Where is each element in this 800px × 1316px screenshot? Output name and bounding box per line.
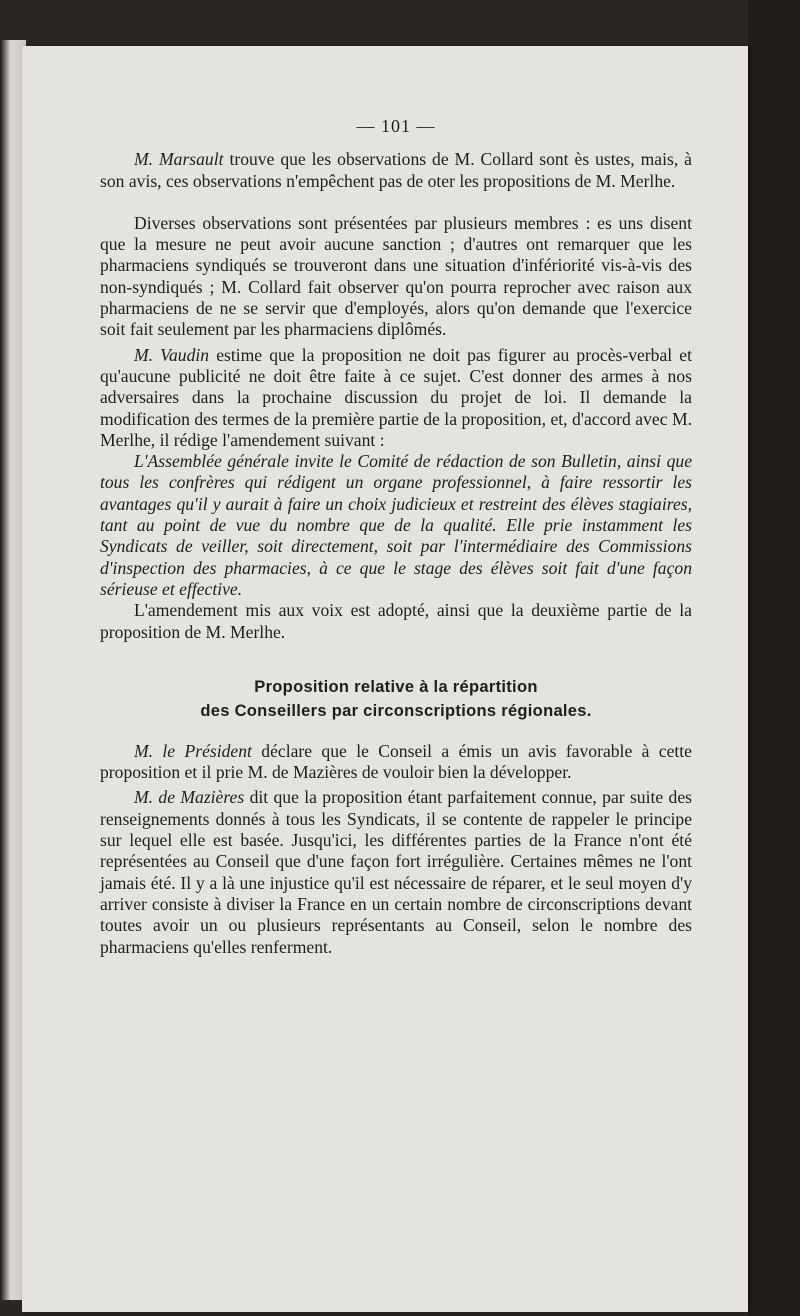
speaker-name: M. Vaudin (134, 344, 210, 365)
scan-background (748, 0, 800, 1316)
paragraph-text: déclare que le Conseil a émis un avis favorable à cette proposition et il prie M. de Mazières de vouloir bien la développer. (100, 740, 692, 783)
paragraph-observations (100, 213, 692, 341)
speaker-name: M. de Mazières (134, 787, 245, 808)
speaker-name: M. le Président (134, 740, 252, 761)
paragraph-president (100, 741, 692, 784)
page-content (100, 116, 692, 958)
speaker-name: M. Marsault (134, 149, 224, 170)
paragraph-marsault (100, 149, 692, 192)
paragraph-vaudin (100, 345, 692, 451)
paragraph-text: dit que la proposition étant parfaitement connue, par suite des renseignements donnés à tous les Syndicats, il se contente de rappeler le principe sur lequel elle est basée. Jusqu'ici, les différentes parties de la France n'ont été représentées au Conseil que d'une façon fort irrégulière. Certaines mêmes ne l'ont jamais été. Il y a là une injustice qu'il est nécessaire de réparer, et le seul moyen d'y arriver consiste à diviser la France en un certain nombre de circonscriptions devant toutes avoir un ou plusieurs représentants au Conseil, selon le nombre des pharmaciens qu'elles renferment. (100, 787, 692, 957)
paragraph-text: trouve que les observations de M. Collard sont ès ustes, mais, à son avis, ces observations n'empêchent pas de oter les propositions de M. Merlhe. (100, 149, 692, 191)
paragraph-text: L'amendement mis aux voix est adopté, ainsi que la deuxième partie de la proposition de M. Merlhe. (100, 600, 692, 642)
paragraph-text: L'Assemblée générale invite le Comité de rédaction de son Bulletin, ainsi que tous les confrères qui rédigent un organe professionnel, à faire ressortir les avantages qu'il y aurait à faire un choix judicieux et restreint des élèves stagiaires, tant au point de vue du nombre que de la qualité. Elle prie instamment les Syndicats de veiller, soit directement, soit par l'intermédiaire des Commissions d'inspection des pharmacies, à ce que le stage des élèves soit fait d'une façon sérieuse et effective. (100, 451, 692, 599)
amendment-text (100, 451, 692, 600)
paragraph-text: estime que la proposition ne doit pas figurer au procès-verbal et qu'aucune publicité ne doit être faite à ce sujet. C'est donner des armes à nos adversaires dans la prochaine discussion du projet de loi. Il demande la modification des termes de la première partie de la proposition, et, d'accord avec M. Merlhe, il rédige l'amendement suivant : (100, 344, 692, 450)
heading-line-2: des Conseillers par circonscriptions régionales. (200, 701, 592, 720)
heading-line-1: Proposition relative à la répartition (254, 677, 538, 696)
paragraph-adoption (100, 600, 692, 643)
paragraph-mazieres (100, 787, 692, 957)
book-page (22, 46, 748, 1312)
page-number: — 101 — (356, 116, 436, 136)
section-heading (100, 675, 692, 723)
paragraph-text: Diverses observations sont présentées par plusieurs membres : es uns disent que la mesure ne peut avoir aucune sanction ; d'autres ont remarquer que les pharmaciens syndiqués se trouveront dans une situation d'infériorité vis-à-vis des non-syndiqués ; M. Collard fait observer qu'on pourra reprocher avec raison aux pharmaciens de ne se servir que d'employés, alors qu'on demande que l'exercice soit fait seulement par les pharmaciens diplômés. (100, 212, 692, 340)
